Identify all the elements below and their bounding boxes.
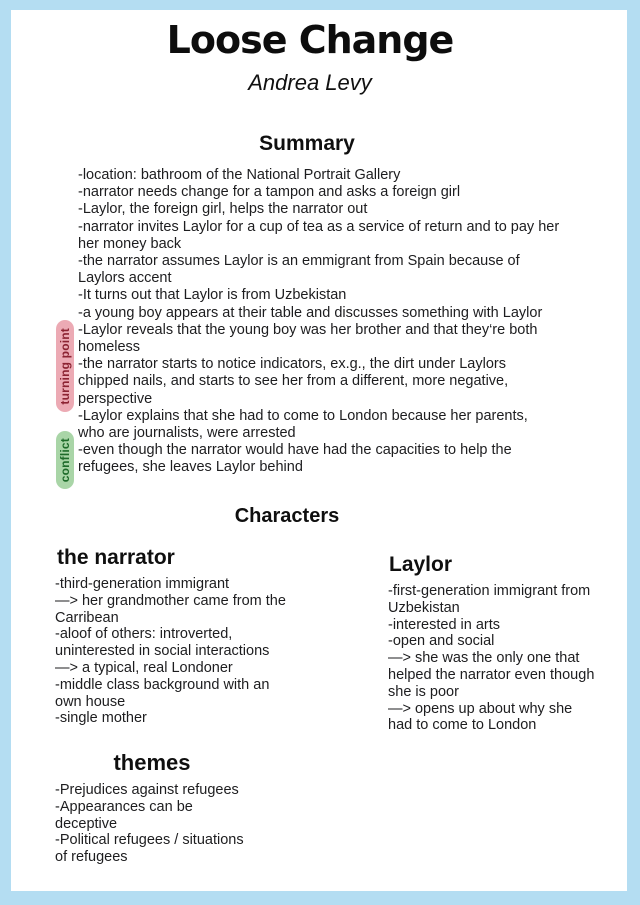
conflict-label: conflict	[58, 437, 72, 483]
text-line: -narrator needs change for a tampon and asks a foreign girl	[78, 184, 461, 201]
text-line: -aloof of others: introverted,	[55, 626, 233, 643]
text-line: -Laylor reveals that the young boy was her brother and that they‘re both	[78, 321, 538, 338]
text-line: chipped nails, and starts to see her from a different, more negative,	[78, 373, 509, 390]
text-line: her money back	[78, 235, 182, 252]
narrator-heading: the narrator	[57, 546, 175, 569]
text-line: of refugees	[55, 849, 128, 866]
text-line: who are journalists, were arrested	[78, 425, 296, 442]
text-line: -It turns out that Laylor is from Uzbekistan	[78, 287, 347, 304]
laylor-list	[388, 583, 594, 734]
text-line: Carribean	[55, 609, 119, 626]
text-line: -narrator invites Laylor for a cup of tea as a service of return and to pay her	[78, 218, 560, 235]
summary-heading: Summary	[259, 132, 355, 155]
text-line: perspective	[78, 390, 153, 407]
document-title: Loose Change	[166, 18, 454, 62]
text-line: -location: bathroom of the National Portrait Gallery	[78, 167, 401, 183]
text-line: had to come to London	[388, 717, 537, 734]
text-line: —> her grandmother came from the	[55, 592, 286, 609]
text-line: -Political refugees / situations	[55, 832, 244, 849]
text-line: -the narrator starts to notice indicators, ex.g., the dirt under Laylors	[78, 356, 506, 373]
text-line: -interested in arts	[388, 616, 501, 633]
text-line: she is poor	[388, 683, 459, 700]
document-author: Andrea Levy	[248, 70, 372, 95]
text-line: uninterested in social interactions	[55, 643, 270, 660]
text-line: -Laylor, the foreign girl, helps the narrator out	[78, 201, 368, 218]
laylor-heading: Laylor	[389, 553, 453, 576]
text-line: —> a typical, real Londoner	[55, 659, 233, 676]
text-line: -Appearances can be	[55, 798, 193, 815]
text-line: -even though the narrator would have had the capacities to help the	[78, 442, 512, 459]
themes-heading: themes	[113, 750, 191, 775]
text-line: -Prejudices against refugees	[55, 782, 239, 798]
text-line: Uzbekistan	[388, 599, 460, 616]
turning-point-annotation	[56, 320, 74, 412]
turning-point-label: turning point	[58, 327, 72, 405]
text-line: own house	[55, 693, 126, 710]
text-line: deceptive	[55, 815, 118, 832]
text-line: -the narrator assumes Laylor is an emmigrant from Spain because of	[78, 253, 520, 270]
text-line: refugees, she leaves Laylor behind	[78, 459, 303, 476]
text-line: -open and social	[388, 633, 495, 650]
text-line: homeless	[78, 339, 141, 356]
narrator-list	[55, 576, 286, 727]
themes-list	[55, 782, 244, 866]
text-line: -Laylor explains that she had to come to London because her parents,	[78, 407, 528, 424]
text-line: -third-generation immigrant	[55, 576, 230, 592]
text-line: helped the narrator even though	[388, 666, 595, 683]
characters-heading: Characters	[234, 505, 340, 527]
text-line: -single mother	[55, 710, 147, 727]
text-line: -a young boy appears at their table and discusses something with Laylor	[78, 304, 543, 321]
text-line: -first-generation immigrant from	[388, 583, 591, 599]
text-line: -middle class background with an	[55, 676, 270, 693]
summary-list	[78, 167, 559, 477]
conflict-annotation	[56, 431, 74, 489]
text-line: —> she was the only one that	[388, 650, 580, 667]
text-line: —> opens up about why she	[388, 700, 573, 717]
text-line: Laylors accent	[78, 270, 172, 287]
